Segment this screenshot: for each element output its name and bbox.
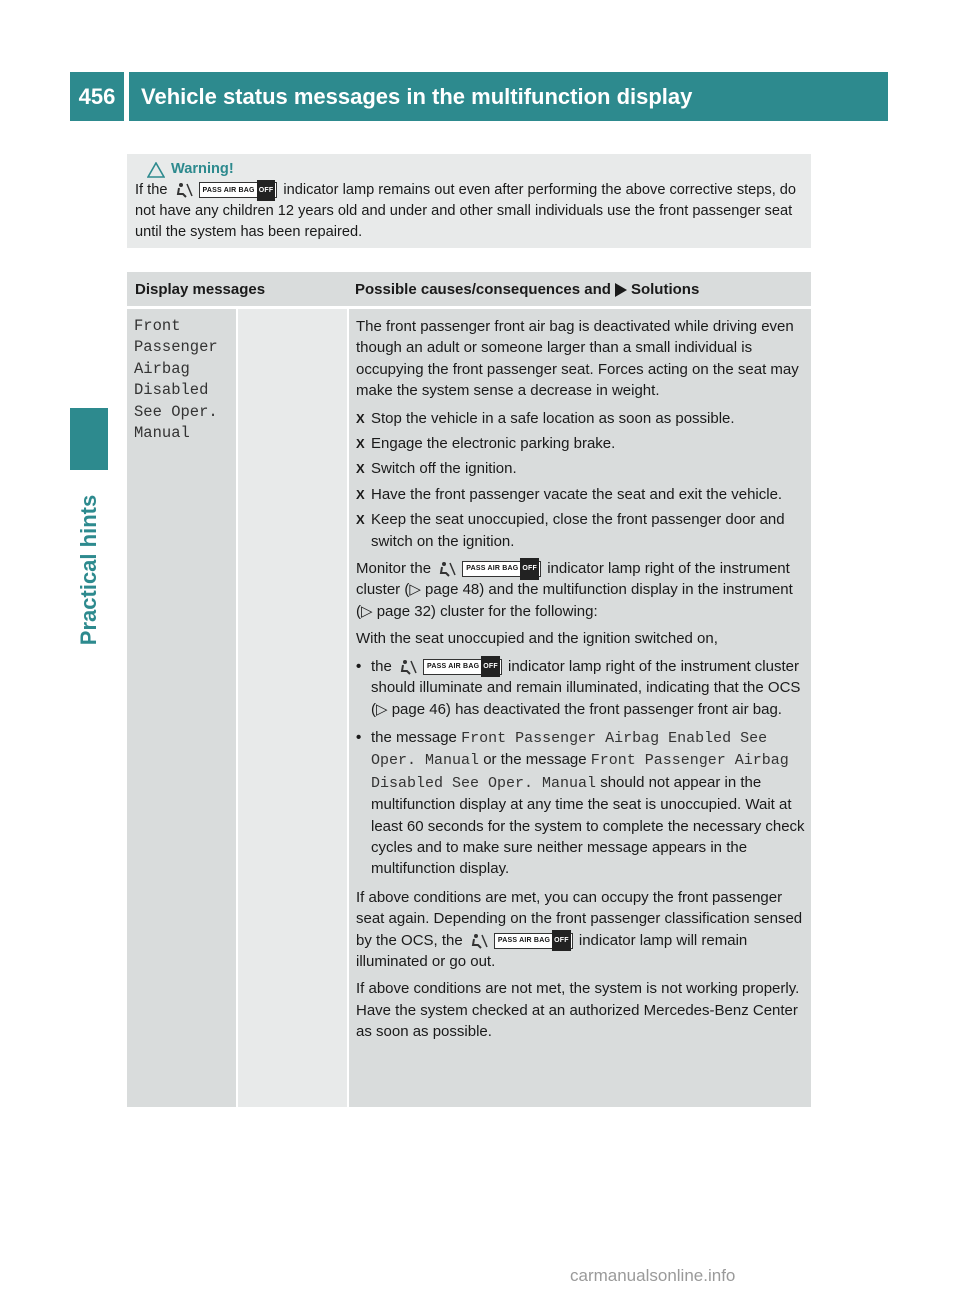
display-message bbox=[134, 316, 218, 444]
seat-occupant-icon bbox=[469, 933, 491, 949]
warning-box bbox=[127, 154, 811, 248]
bullet1-post: indicator lamp right of the instrument cluster should illuminate and remain illuminated, indicating that the OCS (▷ page 46) has deactivated the front passenger front air bag. bbox=[371, 657, 801, 718]
bullet-dot-icon: • bbox=[356, 657, 362, 675]
with-seat-paragraph: With the seat unoccupied and the ignition switched on, bbox=[356, 630, 718, 648]
step-arrow-icon: X bbox=[356, 436, 365, 452]
side-tab-marker bbox=[70, 408, 108, 470]
side-tab-label: Practical hints bbox=[76, 494, 102, 646]
indicator-text: PASS AIR BAG bbox=[427, 663, 480, 671]
seat-occupant-icon bbox=[174, 182, 196, 198]
page-number: 456 bbox=[70, 72, 124, 121]
step-arrow-icon: X bbox=[356, 461, 365, 477]
warning-text bbox=[135, 180, 803, 243]
solution-step bbox=[356, 509, 808, 552]
indicator-off: OFF bbox=[481, 656, 500, 677]
step-arrow-icon: X bbox=[356, 410, 365, 426]
warning-text-pre: If the bbox=[135, 182, 168, 198]
solutions-content bbox=[356, 316, 808, 1049]
passenger-airbag-off-indicator-icon bbox=[469, 933, 573, 949]
bullet2-b: or the message bbox=[483, 751, 587, 769]
display-message-line: Airbag bbox=[134, 359, 190, 378]
conditions-not-met-paragraph: If above conditions are not met, the system is not working properly. Have the system checked at an authorized Mercedes-Benz Center as soon as possible. bbox=[356, 980, 800, 1041]
step-text: Switch off the ignition. bbox=[371, 460, 517, 478]
watermark: carmanualsonline.info bbox=[570, 1266, 736, 1285]
table-column-spacer bbox=[238, 309, 347, 1107]
indicator-off: OFF bbox=[257, 180, 276, 201]
bullet2-a: the message bbox=[371, 728, 457, 746]
met-pre: If above conditions are met, you can occupy the front passenger seat again. Depending on the front passenger classification sensed by the OCS, the bbox=[356, 888, 803, 949]
table-header bbox=[127, 272, 811, 306]
display-message-line: Passenger bbox=[134, 338, 218, 357]
warning-text-post: indicator lamp remains out even after performing the above corrective steps, do not have any children 12 years old and under and other small individuals use the front passenger seat until the system has been repaired. bbox=[135, 182, 797, 240]
column-header-causes-post: Solutions bbox=[630, 281, 700, 298]
display-message-line: Disabled bbox=[134, 381, 209, 400]
seat-occupant-icon bbox=[398, 659, 420, 675]
column-header-display-messages: Display messages bbox=[135, 281, 266, 298]
warning-heading bbox=[135, 159, 803, 180]
met-post: indicator lamp will remain illuminated or go out. bbox=[356, 931, 748, 970]
solution-step bbox=[356, 408, 808, 429]
bullet2-message-enabled: Front Passenger Airbag Enabled See Oper. Manual bbox=[371, 729, 768, 770]
step-text: Have the front passenger vacate the seat and exit the vehicle. bbox=[371, 485, 783, 503]
condition-bullet bbox=[356, 727, 808, 880]
indicator-text: PASS AIR BAG bbox=[466, 565, 519, 573]
warning-title: Warning! bbox=[171, 161, 234, 177]
indicator-text: PASS AIR BAG bbox=[202, 186, 255, 194]
step-arrow-icon: X bbox=[356, 486, 365, 502]
step-text: Stop the vehicle in a safe location as soon as possible. bbox=[371, 409, 735, 427]
monitor-post: indicator lamp right of the instrument cluster (▷ page 48) and the multifunction display in the instrument (▷ page 32) cluster for the following: bbox=[356, 560, 793, 620]
side-tab bbox=[70, 480, 108, 660]
bullet1-pre: the bbox=[371, 657, 392, 675]
warning-triangle-icon bbox=[147, 162, 165, 178]
display-message-line: Manual bbox=[134, 424, 190, 443]
condition-bullet bbox=[356, 656, 808, 720]
monitor-paragraph bbox=[356, 558, 808, 622]
step-arrow-icon: X bbox=[356, 512, 365, 528]
page-title: Vehicle status messages in the multifunction display bbox=[129, 72, 888, 121]
solution-step bbox=[356, 484, 808, 505]
solution-step bbox=[356, 458, 808, 479]
column-header-causes bbox=[355, 281, 699, 298]
indicator-text: PASS AIR BAG bbox=[497, 936, 551, 944]
passenger-airbag-off-indicator-icon bbox=[398, 659, 502, 675]
arrow-right-icon bbox=[615, 283, 627, 297]
bullet2-message-disabled: Front Passenger Airbag Disabled See Oper. Manual bbox=[371, 752, 789, 792]
display-message-line: Front bbox=[134, 317, 181, 335]
intro-paragraph: The front passenger front air bag is deactivated while driving even though an adult or someone larger than a small individual is occupying the front passenger seat. Forces acting on the seat may make the system sense a decrease in weight. bbox=[356, 318, 799, 400]
display-message-line: See Oper. bbox=[134, 402, 218, 421]
column-header-causes-pre: Possible causes/consequences and bbox=[355, 281, 611, 298]
solution-step bbox=[356, 433, 808, 454]
bullet-dot-icon: • bbox=[356, 728, 362, 746]
passenger-airbag-off-indicator-icon bbox=[437, 561, 541, 577]
indicator-off: OFF bbox=[520, 558, 539, 579]
passenger-airbag-off-indicator-icon bbox=[174, 182, 278, 198]
step-text: Keep the seat unoccupied, close the front passenger door and switch on the ignition. bbox=[371, 511, 785, 550]
monitor-pre: Monitor the bbox=[356, 560, 432, 578]
step-text: Engage the electronic parking brake. bbox=[371, 435, 616, 453]
bullet2-c: should not appear in the multifunction display at any time the seat is unoccupied. Wait at least 60 seconds for the system to complete the necessary check cycles and to make sure neither message appears in the multifunction display. bbox=[371, 773, 805, 878]
indicator-off: OFF bbox=[552, 930, 571, 951]
seat-occupant-icon bbox=[437, 561, 459, 577]
conditions-met-paragraph bbox=[356, 887, 808, 973]
